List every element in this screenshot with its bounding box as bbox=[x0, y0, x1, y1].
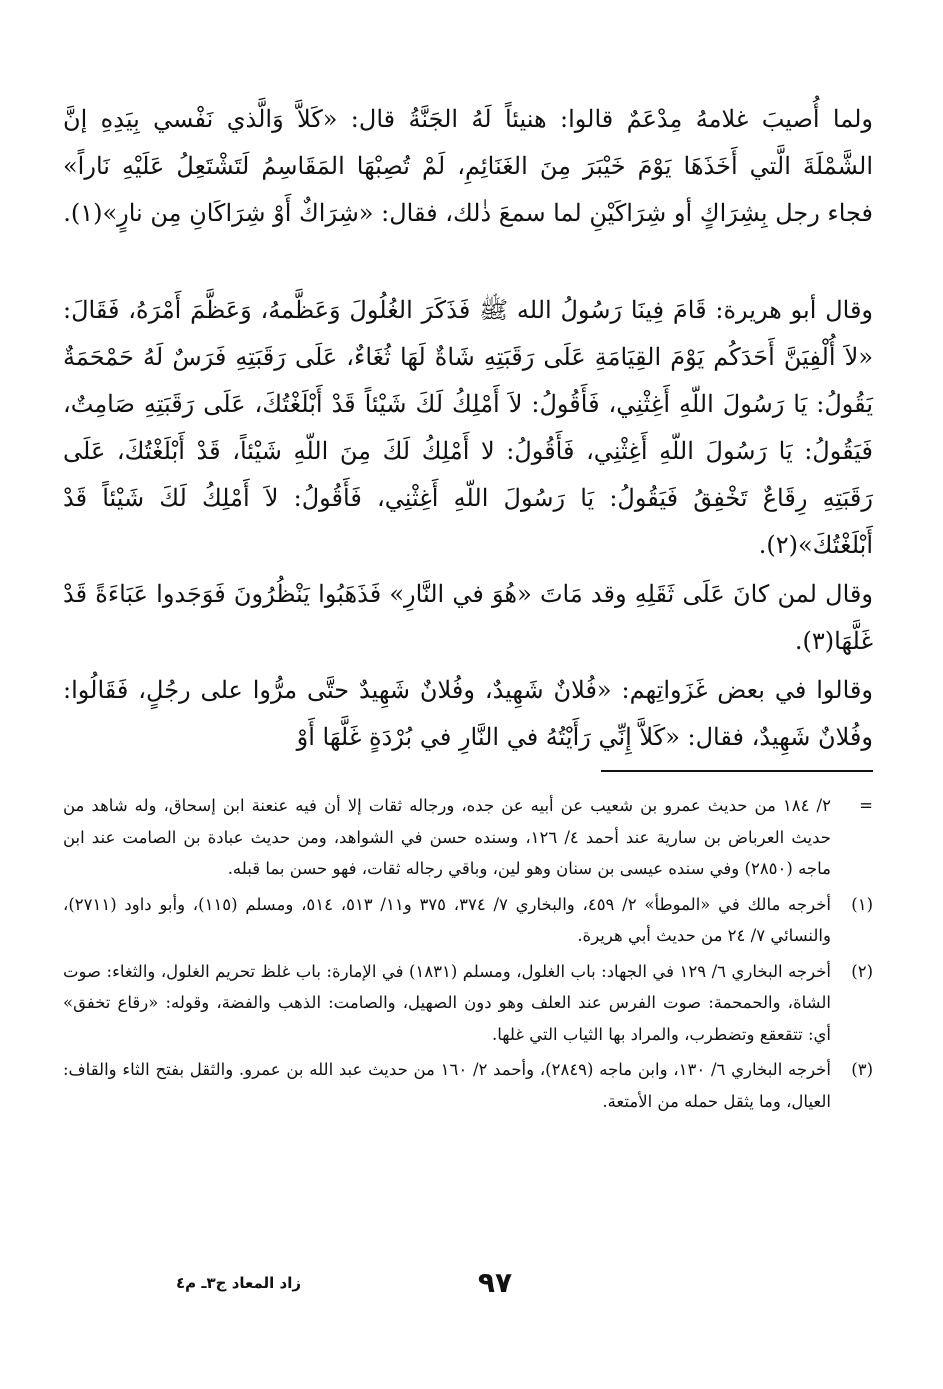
body-paragraph-1 bbox=[63, 96, 873, 237]
paragraph-text: وقالوا في بعض غَزَواتِهم: «فُلانٌ شَهِيدٌ، وفُلانٌ شَهِيدٌ حتَّى مرُّوا على رجُلٍ، فَقَالُوا: وفُلانٌ شَهِيدٌ، فقال: «كَلاَّ إِنِّي رَأَيْتُهُ في النَّارِ في بُرْدَةٍ غَلَّهَا أَوْ bbox=[63, 676, 873, 751]
paragraph-text: ولما أُصيبَ غلامهُ مِدْعَمٌ قالوا: هنيئاً لَهُ الجَنَّةُ قال: «كَلاَّ وَالَّذي نَفْسي بِيَدِهِ إنَّ الشَّمْلَةَ الَّتي أَخَذَهَا يَوْمَ خَيْبَرَ مِنَ الغَنَائِمِ، لَمْ تُصِبْهَا المَقَاسِمُ لَتَشْتَعِلُ عَلَيْهِ نَاراً» فجاء رجل بِشِرَاكٍ أو شِرَاكَيْنِ لما سمعَ ذٰلك، فقال: «شِرَاكٌ أَوْ شِرَاكَانِ مِن نارٍ»(١). bbox=[63, 105, 873, 227]
footnote-text: أخرجه مالك في «الموطأ» ٢/ ٤٥٩، والبخاري ٧/ ٣٧٤، ٣٧٥ و١١/ ٥١٣، ٥١٤، ومسلم (١١٥)، وأبو داود (٢٧١١)، والنسائي ٧/ ٢٤ من حديث أبي هريرة. bbox=[63, 894, 831, 945]
footnote-text: أخرجه البخاري ٦/ ١٣٠، وابن ماجه (٢٨٤٩)، وأحمد ٢/ ١٦٠ من حديث عبد الله بن عمرو. والثقل بفتح الثاء والقاف: العيال، وما يثقل حمله من الأمتعة. bbox=[63, 1060, 831, 1111]
footnote-text: ٢/ ١٨٤ من حديث عمرو بن شعيب عن أبيه عن جده، ورجاله ثقات إلا أن فيه عنعنة ابن إسحاق، وله شاهد من حديث العرباض بن سارية عند أحمد ٤/ ١٢٦، وسنده حسن في الشواهد، ومن حديث عبادة بن الصامت عند ابن ماجه (٢٨٥٠) وفي سنده عيسى بن سنان وهو لين، وباقي رجاله ثقات، فهو حسن بما قبله. bbox=[63, 796, 831, 878]
footnote-marker: = bbox=[859, 796, 873, 815]
paragraph-text: وقال أبو هريرة: قَامَ فِينَا رَسُولُ الله ﷺ فَذَكَرَ الغُلُولَ وَعَظَّمهُ، وَعَظَّمَ أَمْرَهُ، فَقَالَ: «لاَ أُلْفِيَنَّ أَحَدَكُم يَوْمَ القِيَامَةِ عَلَى رَقَبَتِهِ شَاةٌ لَهَا ثُغَاءٌ، عَلَى رَقَبَتِهِ فَرَسٌ لَهُ حَمْحَمَةٌ يَقُولُ: يَا رَسُولَ اللّهِ أَغِثْنِي، فَأَقُولُ: لاَ أَمْلِكُ لَكَ شَيْئاً قَدْ أَبْلَغْتُكَ، عَلَى رَقَبَتِهِ صَامِتٌ، فَيَقُولُ: يَا رَسُولَ اللّهِ أَغِثْنِي، فَأَقُولُ: لا أَمْلِكُ لَكَ مِنَ اللّهِ شَيْئاً، قَدْ أَبْلَغْتُكَ، عَلَى رَقَبَتِهِ رِقَاعٌ تَخْفِقُ فَيَقُولُ: يَا رَسُولَ اللّهِ أَغِثْنِي، فَأَقُولُ: لاَ أَمْلِكُ لَكَ شَيْئاً قَدْ أَبْلَغْتُكَ»(٢). bbox=[63, 296, 873, 559]
footnote-text: أخرجه البخاري ٦/ ١٢٩ في الجهاد: باب الغلول، ومسلم (١٨٣١) في الإمارة: باب غلظ تحريم الغلول، والثغاء: صوت الشاة، والحمحمة: صوت الفرس عند العلف وهو دون الصهيل، والصامت: الذهب والفضة، وقوله: «رقاع تخفق» أي: تتقعقع وتضطرب، والمراد بها الثياب التي غلها. bbox=[63, 961, 832, 1044]
footnotes bbox=[63, 790, 873, 1121]
body-paragraph-2 bbox=[63, 287, 873, 569]
page-footer bbox=[0, 1266, 943, 1312]
paragraph-text: وقال لمن كانَ عَلَى ثَقَلِهِ وقد مَاتَ «هُوَ في النَّارِ» فَذَهَبُوا يَنْظُرُونَ فَوَجَدوا عَبَاءَةً قَدْ غَلَّهَا(٣). bbox=[63, 580, 873, 655]
footnote-number: (٢) bbox=[851, 961, 873, 981]
body-paragraph-4 bbox=[63, 667, 873, 761]
footnote-separator bbox=[601, 770, 873, 772]
footnote-3 bbox=[63, 1054, 873, 1117]
page-number: ٩٧ bbox=[477, 1266, 513, 1299]
footnote-number: (٣) bbox=[851, 1060, 873, 1079]
footnote-number: (١) bbox=[851, 894, 873, 914]
footnote-1 bbox=[63, 889, 873, 952]
footnote-continued bbox=[63, 790, 873, 885]
running-footer: زاد المعاد ج٣ـ م٤ bbox=[176, 1274, 302, 1292]
body-paragraph-3 bbox=[63, 571, 873, 665]
footnote-2 bbox=[63, 956, 873, 1051]
